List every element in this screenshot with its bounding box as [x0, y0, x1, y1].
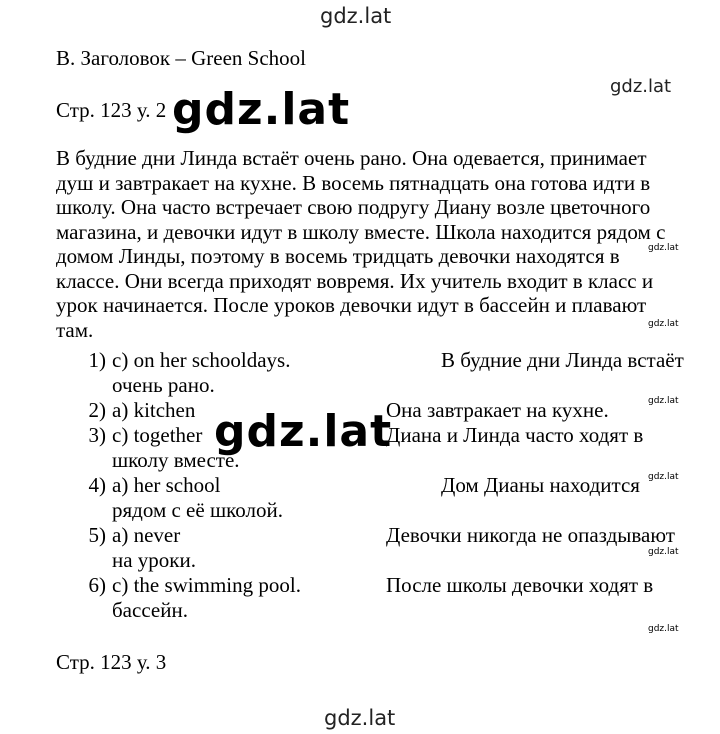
answer-choice: c) together: [112, 423, 203, 447]
paragraph-line: В будние дни Линда встаёт очень рано. Она одевается, принимает: [56, 146, 647, 170]
answer-continuation: школу вместе.: [112, 448, 240, 472]
paragraph-line: урок начинается. После уроков девочки идут в бассейн и плавают: [56, 293, 647, 317]
watermark-tiny: gdz.lat: [648, 319, 679, 329]
answer-translation: В будние дни Линда встаёт: [441, 348, 684, 372]
watermark-tiny: gdz.lat: [648, 396, 679, 406]
answer-choice: c) the swimming pool.: [112, 573, 301, 597]
paragraph-line: там.: [56, 317, 94, 342]
answer-number: 5): [88, 523, 106, 547]
watermark-tiny: gdz.lat: [648, 547, 679, 557]
answer-translation: Она завтракает на кухне.: [386, 398, 609, 422]
paragraph-line: классе. Они всегда приходят вовремя. Их учитель входит в класс и: [56, 268, 654, 293]
answer-continuation: очень рано.: [112, 373, 215, 397]
answer-number: 3): [88, 423, 106, 447]
answer-number: 4): [88, 473, 106, 497]
paragraph-line: магазина, и девочки идут в школу вместе. Школа находится рядом с: [56, 219, 666, 244]
answer-continuation: бассейн.: [112, 598, 188, 622]
paragraph-line: домом Линды, поэтому в восемь тридцать девочки находятся в: [56, 244, 620, 268]
paragraph-line: душ и завтракает на кухне. В восемь пятнадцать она готова идти в: [56, 170, 651, 195]
answer-number: 6): [88, 573, 106, 597]
exercise-2-label: Стр. 123 у. 2: [56, 98, 167, 122]
watermark-tiny: gdz.lat: [648, 624, 679, 634]
watermark-tiny: gdz.lat: [648, 472, 679, 482]
answer-translation: Диана и Линда часто ходят в: [386, 423, 644, 447]
watermark-top: gdz.lat: [320, 4, 392, 28]
answer-number: 1): [88, 348, 106, 372]
watermark-tiny: gdz.lat: [648, 243, 679, 253]
answer-choice: c) on her schooldays.: [112, 348, 291, 372]
answer-choice: a) never: [112, 523, 181, 547]
watermark-large-2: gdz.lat: [214, 406, 393, 457]
answer-continuation: рядом с её школой.: [112, 498, 283, 522]
watermark-large-1: gdz.lat: [172, 84, 351, 135]
answer-number: 2): [88, 398, 106, 422]
answer-translation: Девочки никогда не опаздывают: [386, 523, 675, 547]
translation-paragraph: [56, 146, 696, 342]
watermark-right: gdz.lat: [610, 76, 672, 97]
exercise-3-label: Стр. 123 у. 3: [56, 650, 167, 674]
paragraph-line: школу. Она часто встречает свою подругу Диану возле цветочного: [56, 195, 651, 219]
answer-continuation: на уроки.: [112, 548, 196, 572]
section-heading: В. Заголовок – Green School: [56, 46, 307, 70]
watermark-bottom: gdz.lat: [324, 706, 396, 730]
answer-translation: После школы девочки ходят в: [386, 573, 654, 597]
answer-choice: a) kitchen: [112, 398, 196, 422]
answer-translation: Дом Дианы находится: [441, 473, 640, 497]
answer-choice: a) her school: [112, 473, 221, 497]
